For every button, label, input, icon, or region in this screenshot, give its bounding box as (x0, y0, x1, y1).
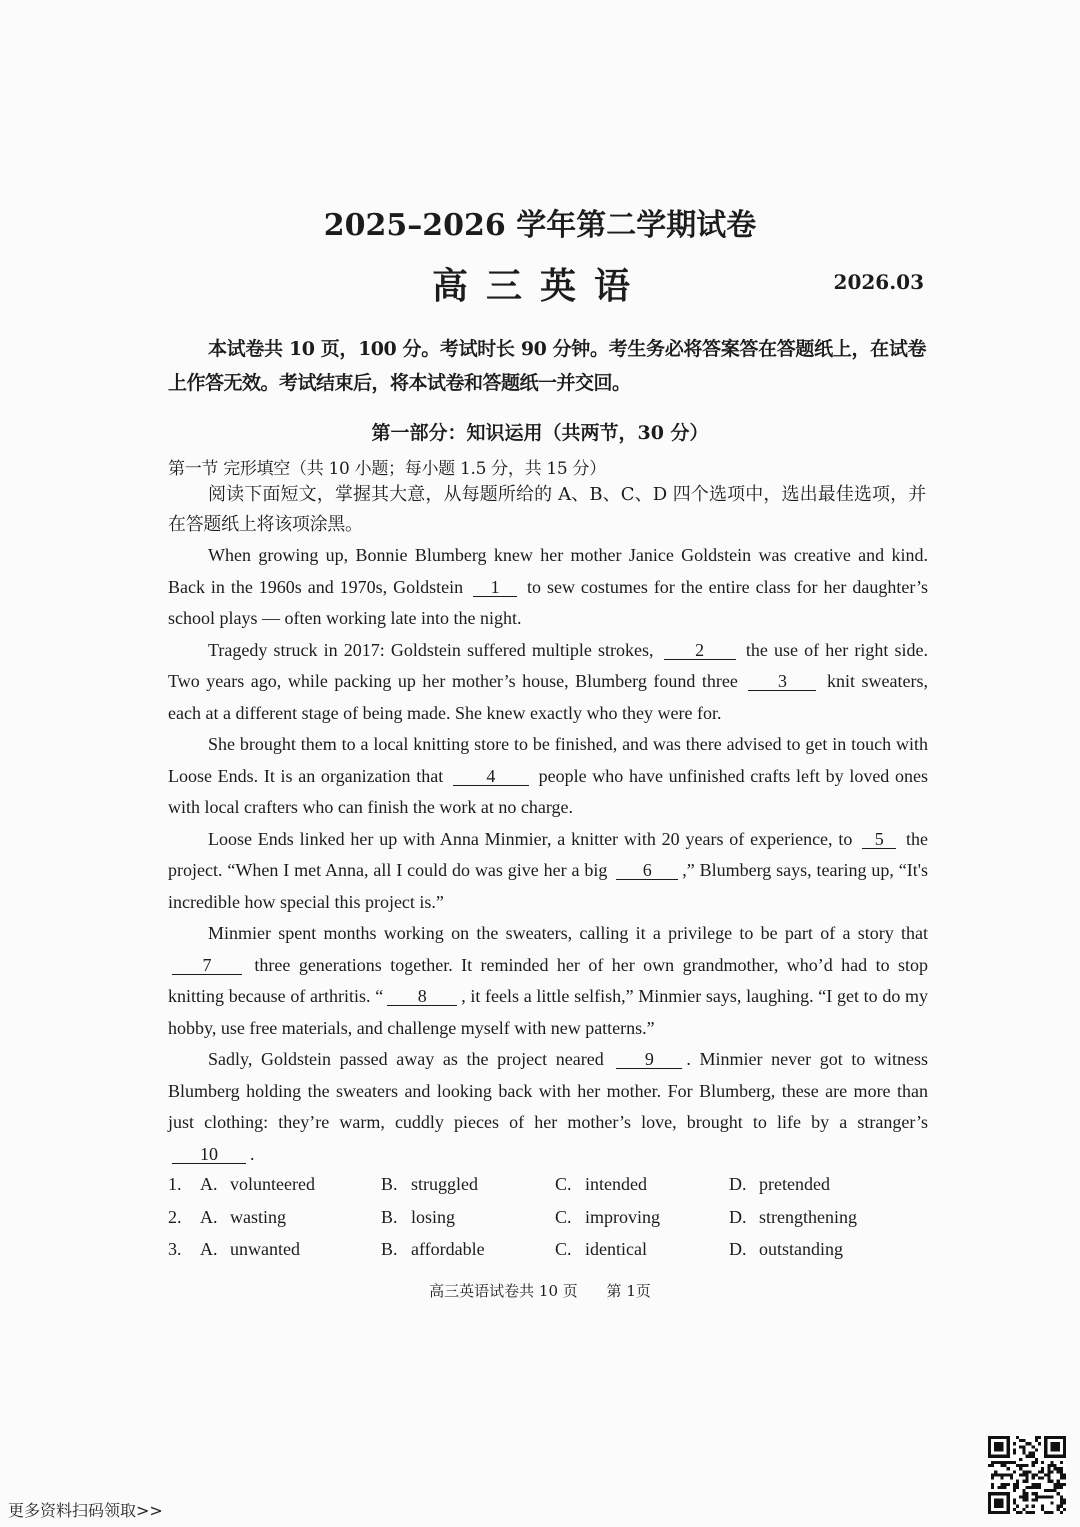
cloze-blank: 4 (453, 767, 529, 786)
passage-paragraph (168, 918, 928, 1044)
page-footer (0, 1280, 1080, 1301)
exam-title: 2025–2026 学年第二学期试卷 (323, 208, 757, 243)
option-c: C. identical (555, 1239, 647, 1259)
promo-text[interactable]: 更多资料扫码领取>> (8, 1501, 163, 1520)
cloze-blank: 3 (748, 672, 816, 691)
passage-text: three generations together. It reminded her of her own grandmother, who’d had to stop knitting because of arthritis. “ (168, 954, 928, 1006)
cloze-blank: 8 (387, 987, 457, 1006)
footer-page-number: 第 1页 (606, 1282, 651, 1300)
cloze-blank: 9 (616, 1050, 682, 1069)
passage-text: people who have unfinished crafts left by loved ones with local crafters who can finish the work at no charge. (168, 765, 928, 817)
subject-title: 高三英语 (431, 265, 648, 307)
cloze-blank: 7 (172, 956, 242, 975)
passage-paragraph (168, 1044, 928, 1170)
cloze-blank: 2 (664, 641, 736, 660)
cloze-blank: 5 (862, 830, 896, 849)
option-a: 3. A. unwanted (168, 1239, 300, 1259)
passage-paragraph (168, 729, 928, 824)
footer-total-pages: 高三英语试卷共 10 页 (429, 1282, 578, 1300)
option-b: B. struggled (381, 1174, 478, 1194)
passage-paragraph (168, 635, 928, 730)
cloze-blank: 1 (473, 578, 517, 597)
passage-text: When growing up, Bonnie Blumberg knew her mother Janice Goldstein was creative and kind. Back in the 1960s and 1970s, Goldstein (168, 545, 928, 597)
question-row (168, 1239, 928, 1272)
cloze-passage (168, 540, 928, 1170)
passage-text: Minmier spent months working on the sweaters, calling it a privilege to be part of a story that (208, 923, 928, 943)
exam-instructions: 本试卷共 10 页，100 分。考试时长 90 分钟。考生务必将答案答在答题纸上，在试卷上作答无效。考试结束后，将本试卷和答题纸一并交回。 (168, 338, 926, 394)
cloze-blank: 6 (616, 861, 678, 880)
passage-text: . Minmier never got to witness Blumberg holding the sweaters and looking back with her mother. For Blumberg, these are more than just clothing: they’re warm, cuddly pieces of her mother’s love, brought to life by a stranger’s (168, 1049, 929, 1132)
option-c: C. intended (555, 1174, 647, 1194)
cloze-direction: 阅读下面短文，掌握其大意，从每题所给的 A、B、C、D 四个选项中，选出最佳选项，并在答题纸上将该项涂黑。 (168, 484, 926, 535)
passage-text: the project. “When I met Anna, all I could do was give her a big (168, 828, 929, 880)
passage-text: to sew costumes for the entire class for her daughter’s school plays — often working late into the night. (168, 576, 929, 628)
option-c: C. improving (555, 1206, 660, 1227)
option-d: D. pretended (729, 1174, 830, 1194)
question-row (168, 1207, 928, 1240)
passage-paragraph (168, 824, 928, 919)
option-b: B. affordable (381, 1239, 485, 1259)
option-b: B. losing (381, 1206, 456, 1227)
passage-text: She brought them to a local knitting store to be finished, and was there advised to get in touch with Loose Ends. It is an organization that (168, 734, 928, 786)
option-a: 1. A. volunteered (168, 1174, 315, 1194)
option-d: D. strengthening (729, 1206, 857, 1227)
passage-text: Tragedy struck in 2017: Goldstein suffered multiple strokes, (208, 639, 654, 660)
passage-text: Loose Ends linked her up with Anna Minmier, a knitter with 20 years of experience, to (208, 828, 853, 849)
question-options (168, 1174, 928, 1272)
passage-text: knit sweaters, each at a different stage of being made. She knew exactly who they were for. (168, 671, 928, 723)
exam-date: 2026.03 (833, 270, 924, 294)
passage-text: the use of her right side. Two years ago, while packing up her mother’s house, Blumberg found three (168, 639, 929, 691)
option-d: D. outstanding (729, 1239, 843, 1259)
passage-text: . (250, 1143, 255, 1164)
question-row (168, 1174, 928, 1207)
passage-text: Sadly, Goldstein passed away as the project neared (208, 1049, 604, 1069)
qr-code-icon[interactable] (988, 1436, 1066, 1514)
passage-paragraph (168, 540, 928, 635)
passage-text: , it feels a little selfish,” Minmier says, laughing. “I get to do my hobby, use free materials, and challenge myself with new patterns.” (168, 986, 929, 1038)
part-heading: 第一部分：知识运用（共两节，30 分） (371, 422, 709, 444)
cloze-blank: 10 (172, 1145, 246, 1164)
passage-text: ,” Blumberg says, tearing up, “It's incredible how special this project is.” (168, 860, 928, 912)
option-a: 2. A. wasting (168, 1206, 286, 1227)
section-heading: 第一节 完形填空（共 10 小题；每小题 1.5 分，共 15 分） (168, 459, 606, 479)
